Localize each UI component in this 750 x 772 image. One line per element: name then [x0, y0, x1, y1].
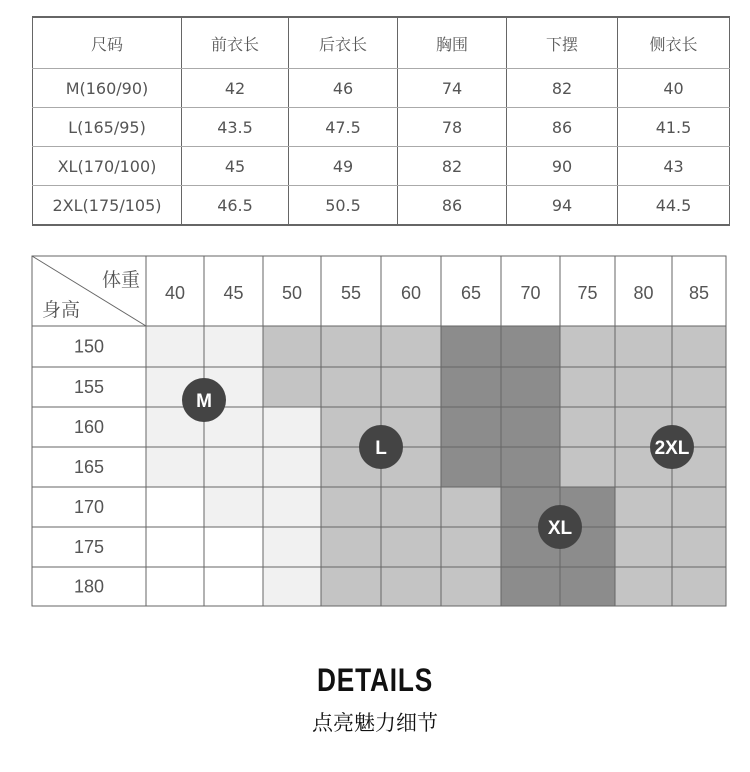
weight-label: 55: [340, 283, 362, 303]
fit-cell: [560, 367, 615, 407]
table-cell: L(165/95): [33, 108, 182, 147]
table-cell: 45: [182, 147, 289, 186]
table-cell: XL(170/100): [33, 147, 182, 186]
table-cell: 49: [289, 147, 398, 186]
fit-cell: [146, 527, 204, 567]
fit-cell: [615, 367, 672, 407]
table-cell: 86: [507, 108, 618, 147]
details-title: DETAILS: [316, 662, 434, 698]
table-cell: M(160/90): [33, 69, 182, 108]
table-cell: 47.5: [289, 108, 398, 147]
fit-cell: [263, 527, 321, 567]
table-cell: 78: [398, 108, 507, 147]
fit-cell: [204, 326, 263, 367]
fit-cell: [615, 326, 672, 367]
size-badge-m: [182, 378, 226, 422]
fit-cell: [381, 487, 441, 527]
fit-cell: [441, 527, 501, 567]
fit-cell: [441, 447, 501, 487]
size-badge-label: M: [196, 391, 212, 412]
weight-label: 85: [688, 283, 710, 303]
fit-cell: [263, 407, 321, 447]
size-table: [32, 16, 730, 226]
fit-cell: [146, 326, 204, 367]
fit-cell: [615, 567, 672, 606]
fit-cell: [615, 487, 672, 527]
fit-cell: [441, 367, 501, 407]
fit-cell: [204, 567, 263, 606]
fit-cell: [204, 447, 263, 487]
fit-cell: [146, 487, 204, 527]
table-cell: 44.5: [618, 186, 730, 226]
weight-label: 75: [577, 283, 598, 303]
fit-cell: [501, 407, 560, 447]
height-label: 160: [73, 417, 105, 437]
table-row: [33, 108, 730, 147]
table-cell: 90: [507, 147, 618, 186]
corner-label-weight: 体重: [101, 269, 140, 291]
table-cell: 46: [289, 69, 398, 108]
height-label: 155: [73, 377, 105, 397]
fit-cell: [501, 326, 560, 367]
fit-cell: [263, 447, 321, 487]
size-badge-label: L: [375, 438, 387, 459]
table-row: [33, 186, 730, 226]
fit-cell: [672, 487, 726, 527]
height-label: 165: [73, 457, 105, 477]
table-cell: 2XL(175/105): [33, 186, 182, 226]
fit-cell: [441, 487, 501, 527]
height-label: 175: [73, 537, 105, 557]
table-cell: 46.5: [182, 186, 289, 226]
fit-cell: [263, 326, 321, 367]
height-label: 150: [73, 336, 105, 357]
fit-cell: [321, 367, 381, 407]
table-row: [33, 147, 730, 186]
table-cell: 41.5: [618, 108, 730, 147]
fit-cell: [204, 527, 263, 567]
weight-label: 45: [223, 283, 244, 303]
header-size: 尺码: [33, 17, 182, 69]
size-badge-label: 2XL: [654, 438, 690, 459]
table-cell: 82: [507, 69, 618, 108]
header-chest: 胸围: [398, 17, 507, 69]
fit-cell: [672, 527, 726, 567]
table-cell: 42: [182, 69, 289, 108]
fit-cell: [560, 447, 615, 487]
size-badge-2xl: [650, 425, 694, 469]
size-badge-l: [359, 425, 403, 469]
weight-label: 70: [520, 283, 541, 303]
fit-cell: [146, 567, 204, 606]
fit-cell: [146, 447, 204, 487]
fit-cell: [672, 367, 726, 407]
height-label: 180: [73, 576, 105, 597]
header-back-length: 后衣长: [289, 17, 398, 69]
fit-cell: [263, 367, 321, 407]
weight-label: 50: [281, 283, 303, 303]
table-cell: 43.5: [182, 108, 289, 147]
table-cell: 43: [618, 147, 730, 186]
size-badge-label: XL: [547, 518, 573, 539]
fit-cell: [321, 326, 381, 367]
fit-cell: [263, 567, 321, 606]
fit-cell: [321, 527, 381, 567]
header-hem: 下摆: [507, 17, 618, 69]
details-subtitle: 点亮魅力细节: [312, 711, 438, 735]
corner-label-height: 身高: [42, 299, 81, 321]
table-row: [33, 69, 730, 108]
height-label: 170: [73, 497, 105, 517]
fit-cell: [321, 567, 381, 606]
fit-cell: [672, 326, 726, 367]
weight-label: 65: [460, 283, 482, 303]
table-cell: 86: [398, 186, 507, 226]
fit-cell: [501, 367, 560, 407]
weight-label: 60: [400, 283, 422, 303]
fit-cell: [381, 527, 441, 567]
fit-cell: [501, 567, 560, 606]
fit-cell: [501, 447, 560, 487]
table-cell: 50.5: [289, 186, 398, 226]
fit-cell: [321, 487, 381, 527]
size-badge-xl: [538, 505, 582, 549]
fit-chart-cells: [146, 326, 726, 606]
weight-label: 80: [633, 283, 654, 303]
fit-cell: [441, 567, 501, 606]
fit-cell: [204, 487, 263, 527]
fit-cell: [615, 527, 672, 567]
fit-cell: [441, 326, 501, 367]
fit-cell: [441, 407, 501, 447]
fit-cell: [381, 326, 441, 367]
fit-cell: [560, 407, 615, 447]
fit-cell: [381, 567, 441, 606]
fit-cell: [263, 487, 321, 527]
fit-cell: [560, 567, 615, 606]
header-front-length: 前衣长: [182, 17, 289, 69]
size-table-header-row: [33, 17, 730, 69]
table-cell: 74: [398, 69, 507, 108]
fit-cell: [672, 567, 726, 606]
table-cell: 40: [618, 69, 730, 108]
header-side-length: 侧衣长: [618, 17, 730, 69]
fit-cell: [381, 367, 441, 407]
weight-label: 40: [164, 283, 186, 303]
fit-cell: [560, 326, 615, 367]
table-cell: 82: [398, 147, 507, 186]
table-cell: 94: [507, 186, 618, 226]
